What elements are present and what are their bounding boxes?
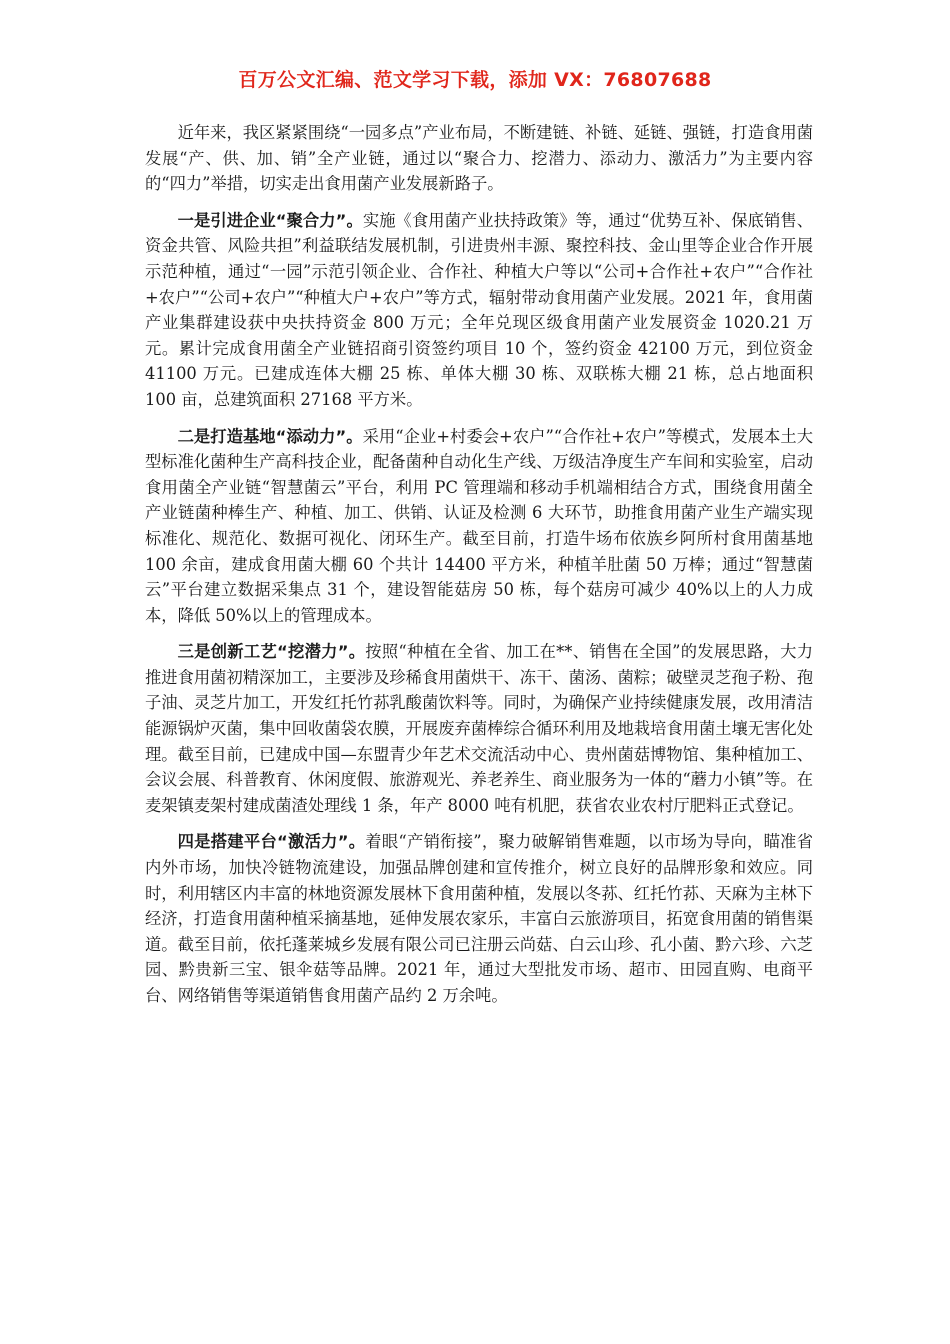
section-text-3: 按照“种植在全省、加工在**、销售在全国”的发展思路，大力推进食用菌初精深加工，主要涉及珍稀食用菌烘干、冻干、菌汤、菌粽；破壁灵芝孢子粉、孢子油、灵芝片加工，开发红托竹荪乳酸菌饮料等。同时，为确保产业持续健康发展，改用清洁能源锅炉灭菌，集中回收菌袋农膜，开展废弃菌棒综合循环利用及地栽培食用菌土壤无害化处理。截至目前，已建成中国—东盟青少年艺术交流活动中心、贵州菌菇博物馆、集种植加工、会议会展、科普教育、休闲度假、旅游观光、养老养生、商业服务为一体的“蘑力小镇”等。在麦架镇麦架村建成菌渣处理线 1 条，年产 8000 吨有机肥，获省农业农村厅肥料正式登记。 [145, 642, 813, 815]
section-text-1: 实施《食用菌产业扶持政策》等，通过“优势互补、保底销售、资金共管、风险共担”利益联结发展机制，引进贵州丰源、聚控科技、金山里等企业合作开展示范种植，通过“一园”示范引领企业、合作社、种植大户等以“公司+合作社+农户”“合作社+农户”“公司+农户”“种植大户+农户”等方式，辐射带动食用菌产业发展。2021 年，食用菌产业集群建设获中央扶持资金 800 万元；全年兑现区级食用菌产业发展资金 1020.21 万元。累计完成食用菌全产业链招商引资签约项目 10 个，签约资金 42100 万元，到位资金 41100 万元。已建成连体大棚 25 栋、单体大棚 30 栋、双联栋大棚 21 栋，总占地面积 100 亩，总建筑面积 27168 平方米。 [145, 210, 814, 409]
intro-paragraph: 近年来，我区紧紧围绕“一园多点”产业布局，不断建链、补链、延链、强链，打造食用菌发展“产、供、加、销”全产业链，通过以“聚合力、挖潜力、添动力、激活力”为主要内容的“四力”举措，切实走出食用菌产业发展新路子。 [145, 123, 813, 194]
section-heading-1: 一是引进企业“聚合力”。 [177, 210, 363, 230]
document-body [145, 120, 813, 1020]
section-paragraph-1 [145, 208, 813, 413]
section-text-4: 着眼“产销衔接”，聚力破解销售难题，以市场为导向，瞄准省内外市场，加快冷链物流建设，加强品牌创建和宣传推介，树立良好的品牌形象和效应。同时，利用辖区内丰富的林地资源发展林下食用菌种植，发展以冬荪、红托竹荪、天麻为主林下经济，打造食用菌种植采摘基地，延伸发展农家乐，丰富白云旅游项目，拓宽食用菌的销售渠道。截至目前，依托蓬莱城乡发展有限公司已注册云尚菇、白云山珍、孔小菌、黔六珍、六芝园、黔贵新三宝、银伞菇等品牌。2021 年，通过大型批发市场、超市、田园直购、电商平台、网络销售等渠道销售食用菌产品约 2 万余吨。 [145, 832, 813, 1005]
section-text-2: 采用“企业+村委会+农户”“合作社+农户”等模式，发展本土大型标准化菌种生产高科技企业，配备菌种自动化生产线、万级洁净度生产车间和实验室，启动食用菌全产业链“智慧菌云”平台，利用 PC 管理端和移动手机端相结合方式，围绕食用菌全产业链菌种棒生产、种植、加工、供销、认证及检测 6 大环节，助推食用菌产业生产端实现标准化、规范化、数据可视化、闭环生产。截至目前，打造牛场布依族乡阿所村食用菌基地 100 余亩，建成食用菌大棚 60 个共计 14400 平方米，种植羊肚菌 50 万棒；通过“智慧菌云”平台建立数据采集点 31 个，建设智能菇房 50 栋，每个菇房可减少 40%以上的人力成本，降低 50%以上的管理成本。 [145, 426, 813, 625]
section-paragraph-2 [145, 424, 813, 629]
section-heading-2: 二是打造基地“添动力”。 [177, 426, 363, 446]
header-banner: 百万公文汇编、范文学习下载，添加 VX：76807688 [238, 69, 712, 91]
section-heading-4: 四是搭建平台“激活力”。 [177, 832, 366, 852]
section-paragraph-3 [145, 639, 813, 818]
section-heading-3: 三是创新工艺“挖潜力”。 [177, 642, 366, 662]
section-paragraph-4 [145, 829, 813, 1008]
